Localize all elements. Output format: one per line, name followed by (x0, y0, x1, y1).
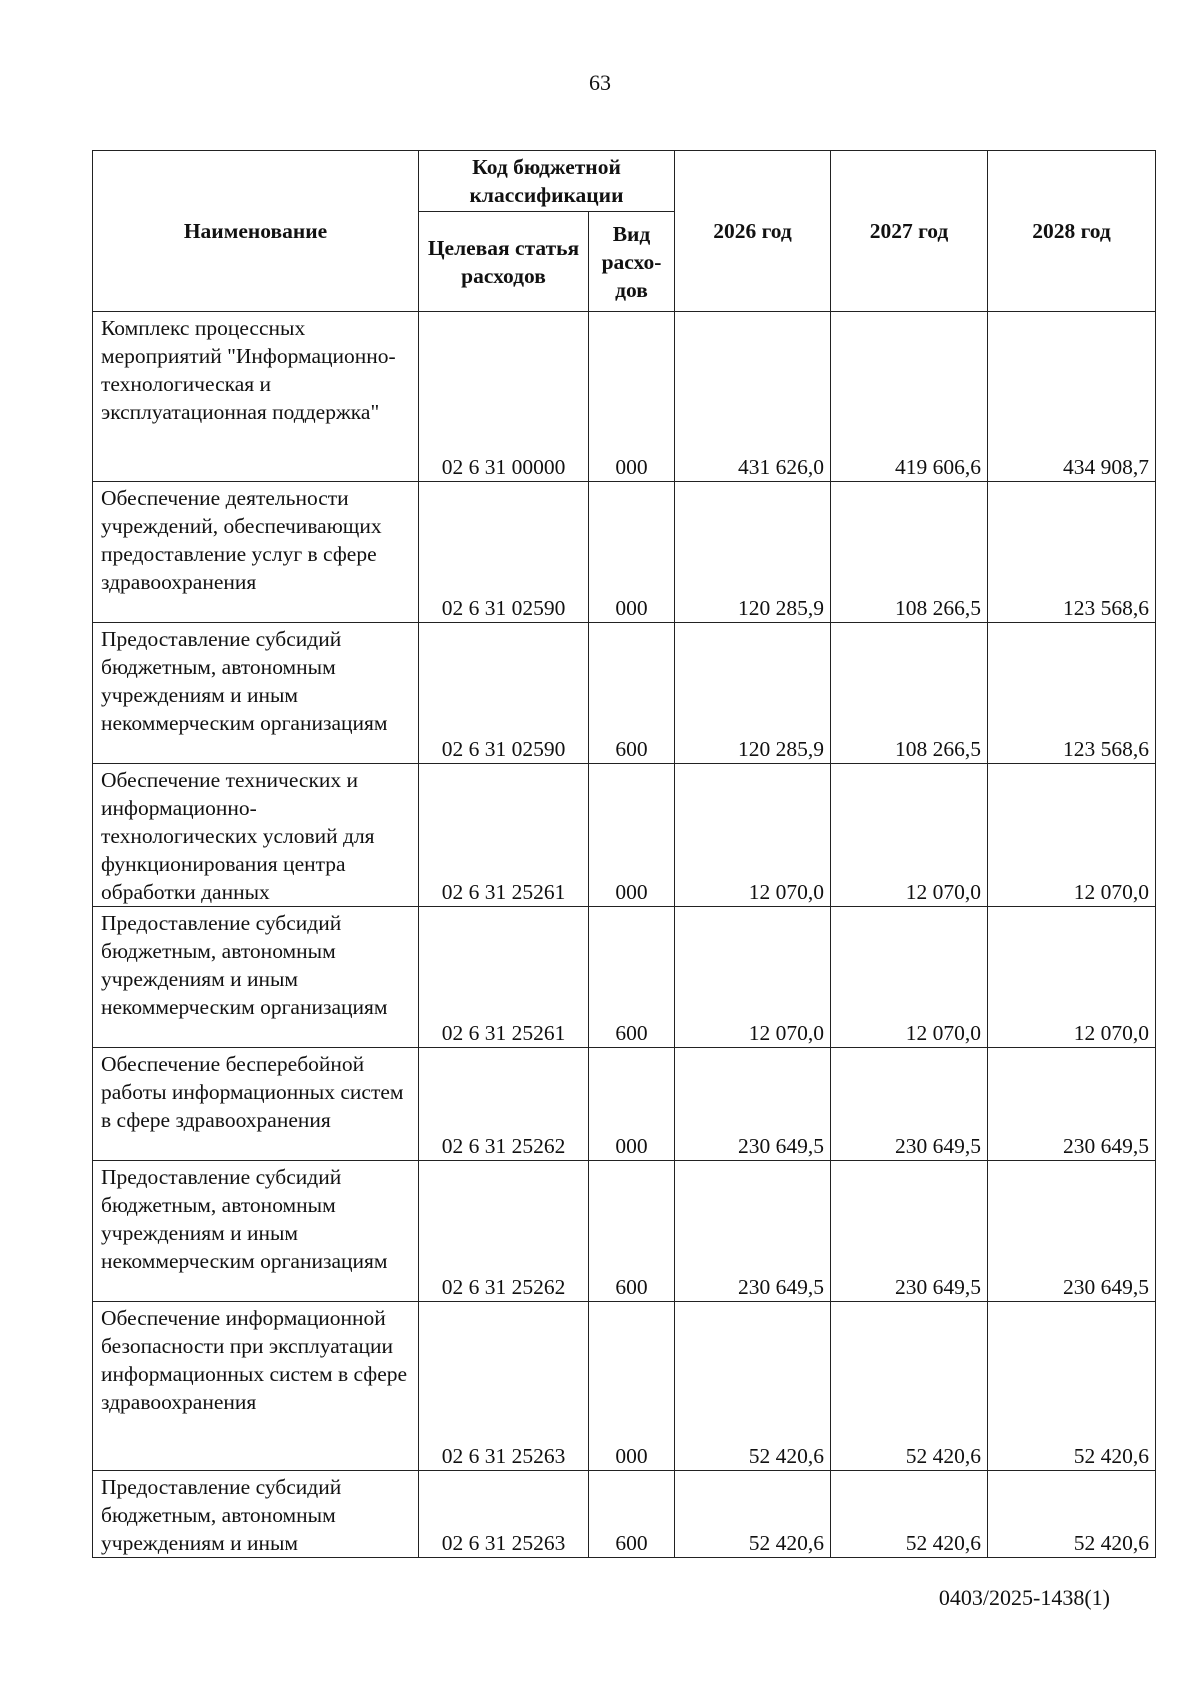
row-type: 600 (589, 907, 675, 1048)
header-name: Наименование (93, 151, 419, 312)
row-2027: 419 606,6 (831, 312, 988, 482)
row-type: 000 (589, 1302, 675, 1471)
table-row (93, 1302, 1156, 1471)
header-code-group: Код бюджетной классификации (419, 151, 675, 212)
row-2027: 230 649,5 (831, 1048, 988, 1161)
row-name: Обеспечение технических и информационно-технологических условий для функционирования центра обработки данных (93, 764, 419, 907)
row-name: Обеспечение бесперебойной работы информационных систем в сфере здравоохранения (93, 1048, 419, 1161)
row-type: 600 (589, 623, 675, 764)
row-type: 000 (589, 312, 675, 482)
row-code: 02 6 31 25261 (419, 907, 589, 1048)
row-name: Предоставление субсидий бюджетным, автономным учреждениям и иным некоммерческим организациям (93, 907, 419, 1048)
row-2027: 12 070,0 (831, 764, 988, 907)
header-year-2028: 2028 год (988, 151, 1156, 312)
row-code: 02 6 31 02590 (419, 482, 589, 623)
row-2026: 230 649,5 (675, 1048, 831, 1161)
row-2028: 123 568,6 (988, 482, 1156, 623)
row-2028: 123 568,6 (988, 623, 1156, 764)
row-2028: 230 649,5 (988, 1048, 1156, 1161)
row-2028: 52 420,6 (988, 1471, 1156, 1558)
row-code: 02 6 31 25262 (419, 1048, 589, 1161)
row-2027: 12 070,0 (831, 907, 988, 1048)
row-2028: 12 070,0 (988, 907, 1156, 1048)
header-year-2027: 2027 год (831, 151, 988, 312)
row-code: 02 6 31 25261 (419, 764, 589, 907)
row-type: 000 (589, 482, 675, 623)
row-2026: 12 070,0 (675, 764, 831, 907)
table-row (93, 907, 1156, 1048)
table-row (93, 1048, 1156, 1161)
row-code: 02 6 31 25263 (419, 1302, 589, 1471)
table-body (93, 312, 1156, 1558)
row-2026: 12 070,0 (675, 907, 831, 1048)
row-2027: 108 266,5 (831, 482, 988, 623)
row-type: 600 (589, 1161, 675, 1302)
table-row (93, 1161, 1156, 1302)
table-row (93, 623, 1156, 764)
table-row (93, 312, 1156, 482)
row-2026: 431 626,0 (675, 312, 831, 482)
header-target-article: Целевая статья расходов (419, 212, 589, 312)
table-row (93, 1471, 1156, 1558)
row-2027: 52 420,6 (831, 1302, 988, 1471)
row-type: 000 (589, 764, 675, 907)
row-code: 02 6 31 02590 (419, 623, 589, 764)
row-2028: 12 070,0 (988, 764, 1156, 907)
row-name: Предоставление субсидий бюджетным, автономным учреждениям и иным (93, 1471, 419, 1558)
row-2026: 120 285,9 (675, 623, 831, 764)
row-name: Предоставление субсидий бюджетным, автономным учреждениям и иным некоммерческим организациям (93, 623, 419, 764)
table-row (93, 482, 1156, 623)
row-2027: 230 649,5 (831, 1161, 988, 1302)
row-2028: 230 649,5 (988, 1161, 1156, 1302)
row-2028: 52 420,6 (988, 1302, 1156, 1471)
row-2026: 52 420,6 (675, 1302, 831, 1471)
header-expense-type: Вид расхо-дов (589, 212, 675, 312)
page-number: 63 (589, 70, 611, 95)
row-2026: 230 649,5 (675, 1161, 831, 1302)
row-2026: 52 420,6 (675, 1471, 831, 1558)
row-2027: 52 420,6 (831, 1471, 988, 1558)
row-name: Обеспечение информационной безопасности при эксплуатации информационных систем в сфере здравоохранения (93, 1302, 419, 1471)
row-name: Комплекс процессных мероприятий "Информационно-технологическая и эксплуатационная поддержка" (93, 312, 419, 482)
row-code: 02 6 31 25262 (419, 1161, 589, 1302)
header-year-2026: 2026 год (675, 151, 831, 312)
document-registration-number: 0403/2025-1438(1) (938, 1585, 1110, 1610)
row-name: Обеспечение деятельности учреждений, обеспечивающих предоставление услуг в сфере здравоохранения (93, 482, 419, 623)
table-header (93, 151, 1156, 312)
row-name: Предоставление субсидий бюджетным, автономным учреждениям и иным некоммерческим организациям (93, 1161, 419, 1302)
row-code: 02 6 31 25263 (419, 1471, 589, 1558)
row-2028: 434 908,7 (988, 312, 1156, 482)
budget-table (92, 150, 1156, 1558)
row-type: 600 (589, 1471, 675, 1558)
row-type: 000 (589, 1048, 675, 1161)
row-code: 02 6 31 00000 (419, 312, 589, 482)
row-2027: 108 266,5 (831, 623, 988, 764)
row-2026: 120 285,9 (675, 482, 831, 623)
table-row (93, 764, 1156, 907)
